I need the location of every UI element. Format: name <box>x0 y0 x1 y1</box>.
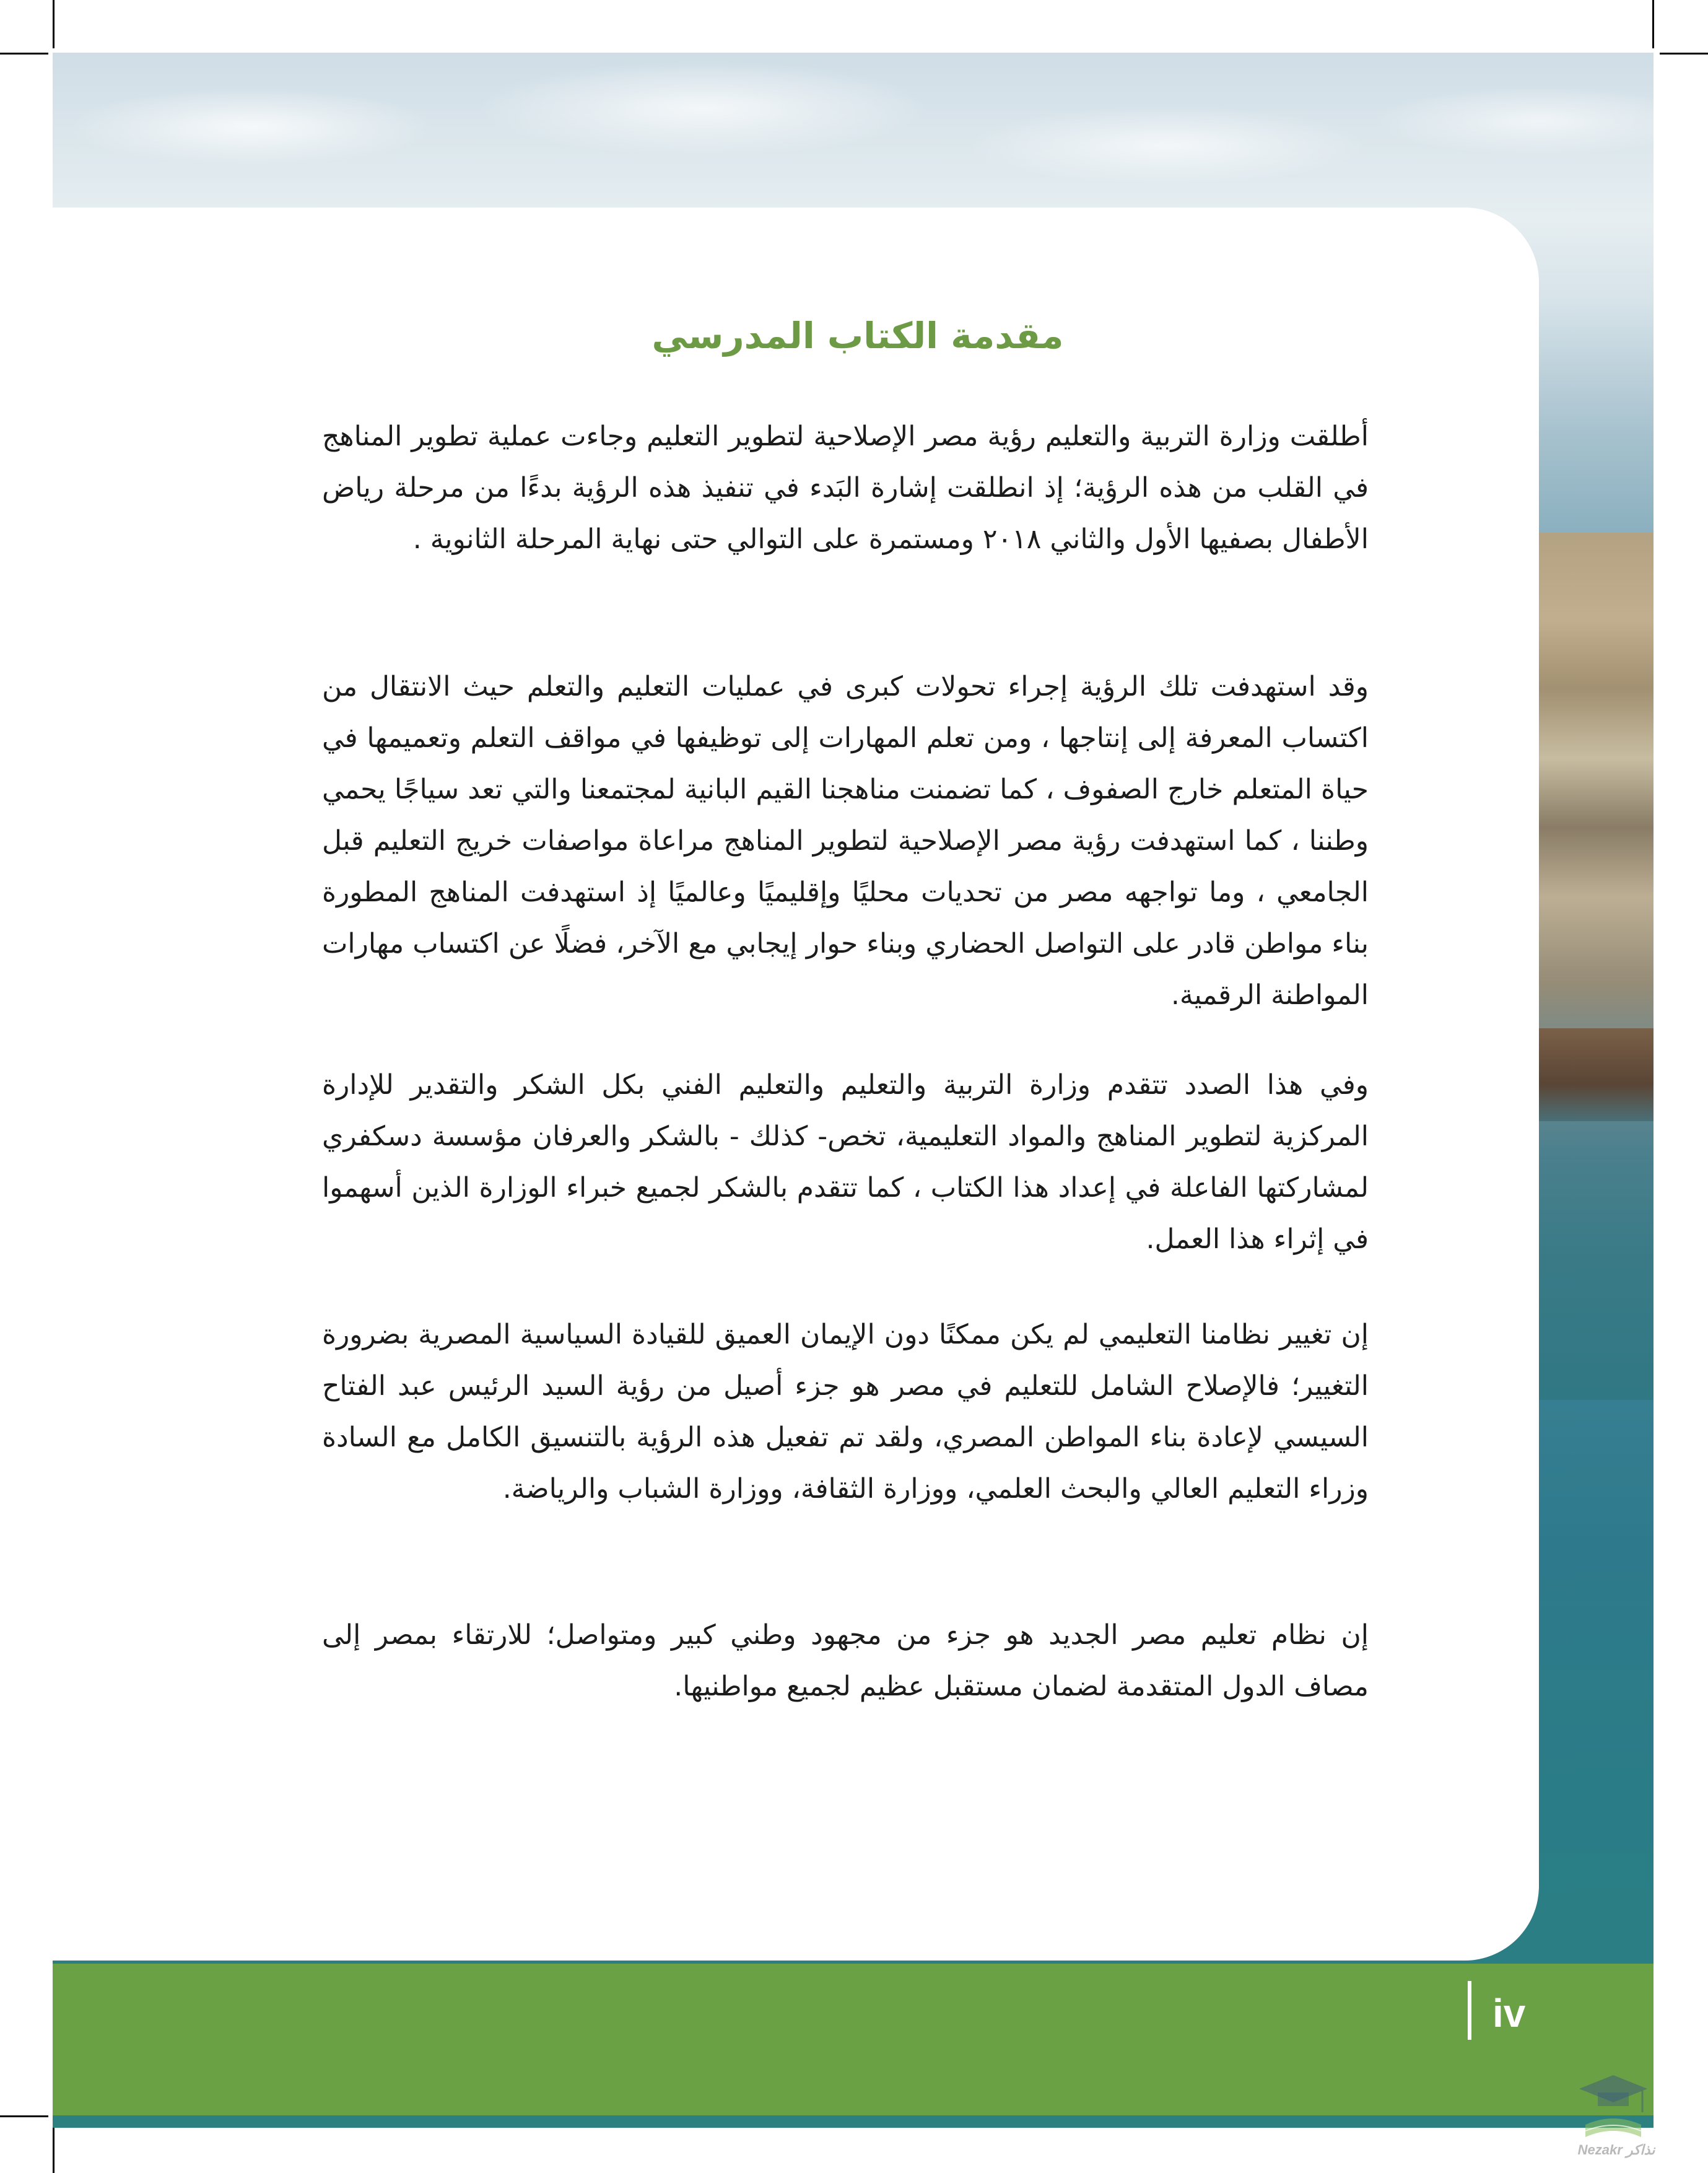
pier <box>1536 1028 1654 1121</box>
crop-mark <box>1652 0 1654 48</box>
logo-text: Nezakr نذاكر <box>1577 2142 1655 2158</box>
vision-paragraph: وقد استهدفت تلك الرؤية إجراء تحولات كبرى في عمليات التعليم والتعلم حيث الانتقال من اكتساب المعرفة إلى إنتاجها ، ومن تعلم المهارات إلى توظيفها في مواقف التعلم وتعميمها في حياة المتعلم خارج الصفوف ، كما تضمنت مناهجنا القيم البانية لمجتمعنا والتي تعد سياجًا يحمي وطننا ، كما استهدفت رؤية مصر الإصلاحية لتطوير المناهج مراعاة مواصفات خريج التعليم قبل الجامعي ، وما تواجهه مصر من تحديات محليًا وإقليميًا وعالميًا إذ استهدفت المناهج المطورة بناء مواطن قادر على التواصل الحضاري وبناء حوار إيجابي مع الآخر، فضلًا عن اكتساب مهارات المواطنة الرقمية. <box>322 671 1369 1011</box>
leadership-paragraph: إن تغيير نظامنا التعليمي لم يكن ممكنًا دون الإيمان العميق للقيادة السياسية المصرية بضرورة التغيير؛ فالإصلاح الشامل للتعليم في مصر هو جزء أصيل من رؤية السيد الرئيس عبد الفتاح السيسي لإعادة بناء المواطن المصري، ولقد تم تفعيل هذه الرؤية بالتنسيق الكامل مع السادة وزراء التعليم العالي والبحث العلمي، ووزارة الثقافة، ووزارة الشباب والرياضة. <box>322 1319 1369 1505</box>
coastal-buildings <box>1536 533 1654 1400</box>
crop-mark <box>0 2115 48 2117</box>
footer-divider <box>1468 1981 1471 2040</box>
page-title: مقدمة الكتاب المدرسي <box>651 315 1064 357</box>
sky-clouds <box>53 53 1654 214</box>
crop-mark <box>0 53 48 55</box>
conclusion-paragraph: إن نظام تعليم مصر الجديد هو جزء من مجهود وطني كبير ومتواصل؛ للارتقاء بمصر إلى مصاف الدول المتقدمة لضمان مستقبل عظيم لجميع مواطنيها. <box>322 1619 1369 1702</box>
intro-paragraph: أطلقت وزارة التربية والتعليم رؤية مصر الإصلاحية لتطوير التعليم وجاءت عملية تطوير المناهج في القلب من هذه الرؤية؛ إذ انطلقت إشارة البَدء في تنفيذ هذه الرؤية بدءًا من مرحلة رياض الأطفال بصفيها الأول والثاني ٢٠١٨ ومستمرة على التوالي حتى نهاية المرحلة الثانوية . <box>322 421 1369 555</box>
footer-band <box>53 1964 1654 2115</box>
crop-mark <box>53 2125 54 2173</box>
page-number: iv <box>1492 1991 1526 2035</box>
crop-mark <box>1660 53 1708 55</box>
thanks-paragraph: وفي هذا الصدد تتقدم وزارة التربية والتعليم والتعليم الفني بكل الشكر والتقدير للإدارة المركزية لتطوير المناهج والمواد التعليمية، تخص- كذلك - بالشكر والعرفان مؤسسة دسكفري لمشاركتها الفاعلة في إعداد هذا الكتاب ، كما تتقدم بالشكر لجميع خبراء الوزارة الذين أسهموا في إثراء هذا العمل. <box>322 1069 1369 1255</box>
crop-mark <box>53 0 54 48</box>
